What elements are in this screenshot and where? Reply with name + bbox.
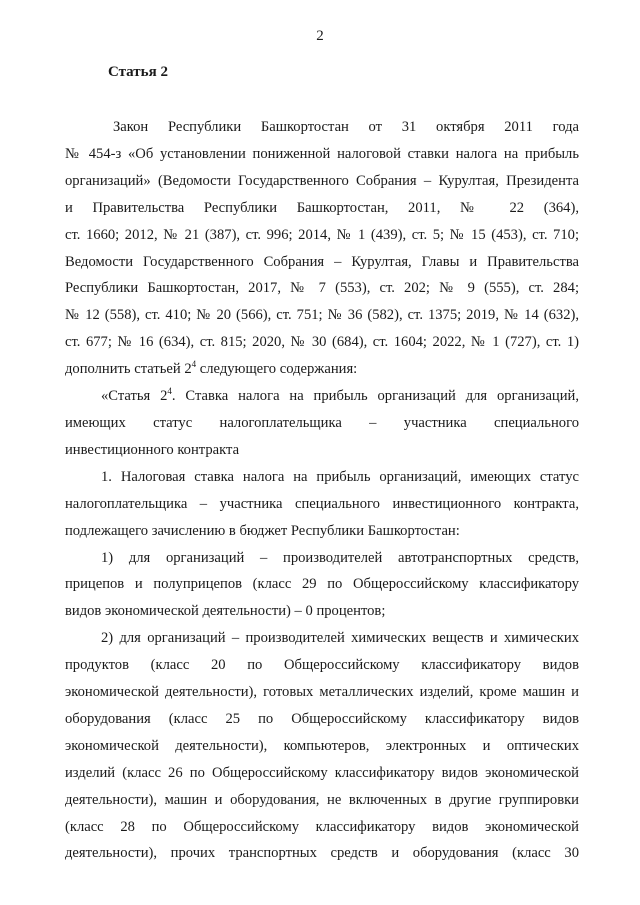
item2-line: экономической деятельности), компьютеров, электронных и оптических (65, 737, 579, 754)
document-body (65, 114, 579, 867)
item1-line: 1) для организаций – производителей автотранспортных средств, (101, 549, 579, 566)
new-article-title-line: имеющих статус налогоплательщика – участника специального (65, 414, 579, 431)
para1-line: 1. Налоговая ставка налога на прибыль организаций, имеющих статус (101, 468, 579, 485)
new-article-text: . Ставка налога на прибыль организаций для организаций, (171, 388, 579, 405)
item2-line: изделий (класс 26 по Общероссийскому классификатору видов экономической (65, 764, 579, 781)
item2-line: 2) для организаций – производителей химических веществ и химических (101, 630, 579, 647)
intro-line: организаций» (Ведомости Государственного Собрания – Курултая, Президента (65, 172, 579, 189)
page-number: 2 (316, 28, 324, 44)
item2-line: оборудования (класс 25 по Общероссийскому классификатору видов (65, 710, 579, 727)
new-article-text: «Статья 2 (101, 388, 168, 405)
intro-line: ст. 1660; 2012, № 21 (387), ст. 996; 2014, № 1 (439), ст. 5; № 15 (453), ст. 710; (65, 226, 579, 243)
intro-line: и Правительства Республики Башкортостан, 2011, № 22 (364), (65, 199, 579, 216)
item1-line: прицепов и полуприцепов (класс 29 по Общероссийскому классификатору (65, 576, 579, 593)
article-heading: Статья 2 (108, 64, 168, 80)
item2-line: деятельности), прочих транспортных средств и оборудования (класс 30 (65, 845, 579, 862)
intro-line: Ведомости Государственного Собрания – Курултая, Главы и Правительства (65, 253, 579, 270)
item2-line: продуктов (класс 20 по Общероссийскому классификатору видов (65, 657, 579, 674)
intro-text: дополнить статьей 2 (65, 361, 192, 378)
intro-line: № 12 (558), ст. 410; № 20 (566), ст. 751; № 36 (582), ст. 1375; 2019, № 14 (632), (65, 307, 579, 324)
new-article-title-line (65, 383, 579, 410)
intro-line: ст. 677; № 16 (634), ст. 815; 2020, № 30 (684), ст. 1604; 2022, № 1 (727), ст. 1) (65, 334, 579, 351)
intro-text: следующего содержания: (196, 361, 358, 378)
item2-line: экономической деятельности), готовых металлических изделий, кроме машин и (65, 684, 579, 701)
para1-line: подлежащего зачислению в бюджет Республики Башкортостан: (65, 522, 460, 539)
intro-line: Закон Республики Башкортостан от 31 октября 2011 года (113, 119, 579, 135)
item1-line: видов экономической деятельности) – 0 процентов; (65, 603, 386, 620)
item2-line: деятельности), машин и оборудования, не включенных в другие группировки (65, 791, 579, 808)
intro-line (65, 356, 579, 383)
superscript: 4 (167, 386, 172, 397)
intro-line: № 454-з «Об установлении пониженной налоговой ставки налога на прибыль (65, 145, 579, 162)
superscript: 4 (191, 359, 197, 370)
new-article-title-line: инвестиционного контракта (65, 441, 240, 458)
para1-line: налогоплательщика – участника специального инвестиционного контракта, (65, 495, 579, 512)
intro-line: Республики Башкортостан, 2017, № 7 (553), ст. 202; № 9 (555), ст. 284; (65, 280, 579, 297)
item2-line: (класс 28 по Общероссийскому классификатору видов экономической (65, 818, 579, 835)
